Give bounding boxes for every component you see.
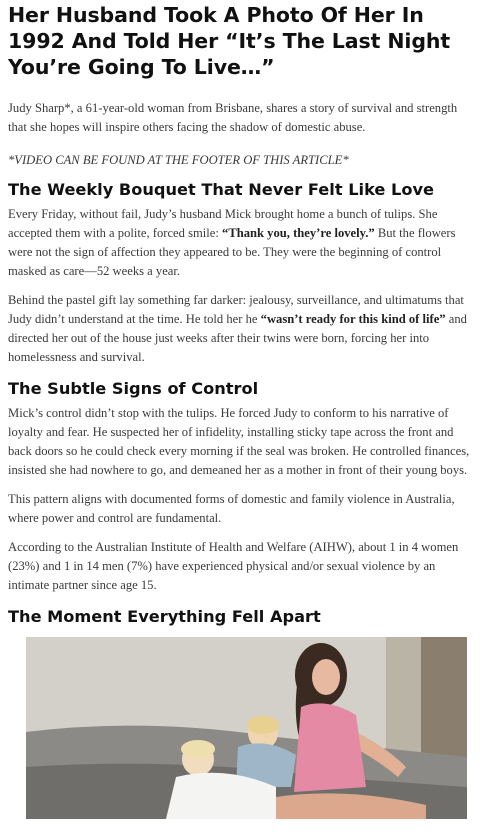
paragraph-tulips — [8, 205, 477, 281]
quote-thank-you: “Thank you, they’re lovely.” — [222, 226, 375, 240]
intro-paragraph: Judy Sharp*, a 61-year-old woman from Brisbane, shares a story of survival and strength that she hopes will inspire others facing the shadow of domestic abuse. — [8, 101, 458, 134]
video-note: *VIDEO CAN BE FOUND AT THE FOOTER OF THIS ARTICLE* — [8, 153, 349, 167]
paragraph-text: and directed her out of the house just weeks after their twins were born, forcing her into homelessness and survival. — [8, 312, 467, 364]
quote-not-ready: “wasn’t ready for this kind of life” — [260, 312, 446, 326]
article-headline: Her Husband Took A Photo Of Her In 1992 And Told Her “It’s The Last Night You’re Going To Live…” — [8, 3, 451, 79]
paragraph-text: Behind the pastel gift lay something far darker: jealousy, surveillance, and ultimatums that Judy didn’t understand at the time. He told her he — [8, 293, 464, 326]
paragraph-pattern: This pattern aligns with documented forms of domestic and family violence in Australia, where power and control are fundamental. — [8, 492, 455, 525]
section-heading-subtle-signs: The Subtle Signs of Control — [8, 379, 259, 398]
paragraph-control: Mick’s control didn’t stop with the tulips. He forced Judy to conform to his narrative of loyalty and fear. He suspected her of infidelity, installing sticky tape across the front and back doors so he could check every morning if the seal was broken. He controlled finances, insisted she had nowhere to go, and demeaned her as a mother in front of their young boys. — [8, 406, 470, 477]
paragraph-text: Every Friday, without fail, Judy’s husband Mick brought home a bunch of tulips. She accepted them with a polite, forced smile: — [8, 207, 438, 240]
article-photo — [26, 637, 467, 819]
paragraph-aihw-stats: According to the Australian Institute of Health and Welfare (AIHW), about 1 in 4 women (23%) and 1 in 14 men (7%) have experienced physical and/or sexual violence by an intimate partner since age 15. — [8, 540, 459, 592]
section-heading-weekly-bouquet: The Weekly Bouquet That Never Felt Like Love — [8, 180, 434, 199]
section-heading-moment: The Moment Everything Fell Apart — [8, 607, 321, 626]
paragraph-pastel-gift — [8, 291, 477, 367]
paragraph-text: But the flowers were not the sign of affection they appeared to be. They were the beginning of control masked as care—52 weeks a year. — [8, 226, 456, 278]
photo-illustration — [26, 637, 467, 819]
